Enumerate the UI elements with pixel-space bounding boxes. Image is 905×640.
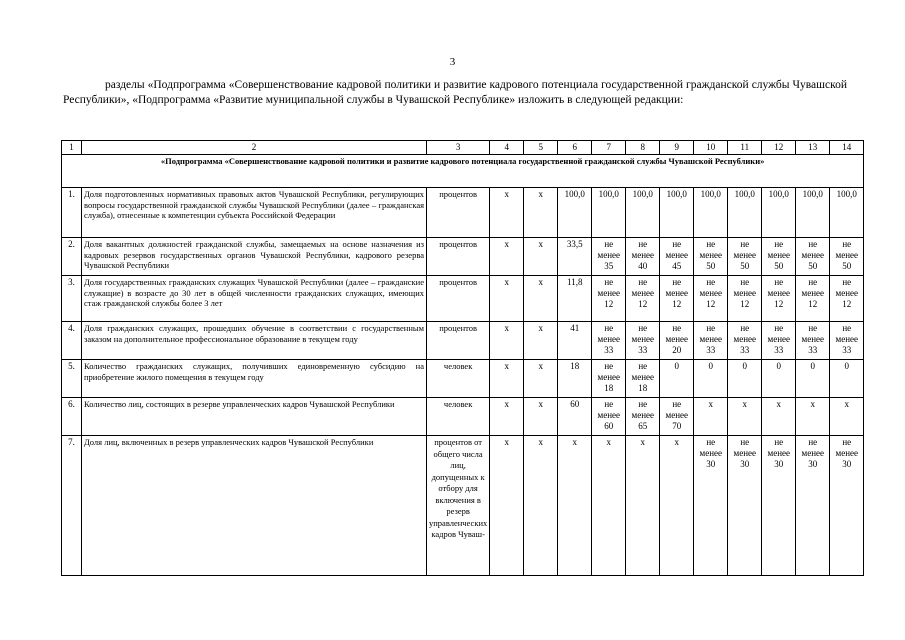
column-header-10: 10	[694, 141, 728, 155]
row-number: 4.	[62, 322, 82, 360]
unit-cell: процентов	[427, 276, 490, 322]
value-cell: х	[592, 436, 626, 576]
value-cell: 0	[796, 360, 830, 398]
unit-cell: процентов от общего числа лиц, допущенных к отбору для включения в резерв управленческих кадров Чуваш-	[427, 436, 490, 576]
value-cell: не менее 40	[626, 238, 660, 276]
column-header-4: 4	[490, 141, 524, 155]
column-header-14: 14	[830, 141, 864, 155]
column-header-11: 11	[728, 141, 762, 155]
value-cell: 33,5	[558, 238, 592, 276]
subprogram-title: «Подпрограмма «Совершенствование кадровой политики и развитие кадрового потенциала государственной гражданской службы Чувашской Республики»	[62, 155, 864, 188]
value-cell: х	[728, 398, 762, 436]
value-cell: не менее 18	[592, 360, 626, 398]
table-row	[62, 360, 864, 398]
column-header-8: 8	[626, 141, 660, 155]
value-cell: не менее 30	[728, 436, 762, 576]
value-cell: не менее 60	[592, 398, 626, 436]
value-cell: не менее 12	[830, 276, 864, 322]
value-cell: 100,0	[728, 188, 762, 238]
value-cell: не менее 50	[762, 238, 796, 276]
value-cell: не менее 33	[626, 322, 660, 360]
table-row	[62, 188, 864, 238]
row-number: 6.	[62, 398, 82, 436]
column-header-9: 9	[660, 141, 694, 155]
value-cell: х	[490, 276, 524, 322]
value-cell: х	[626, 436, 660, 576]
value-cell: х	[796, 398, 830, 436]
value-cell: х	[490, 188, 524, 238]
value-cell: х	[660, 436, 694, 576]
indicator-name: Количество лиц, состоящих в резерве управленческих кадров Чувашской Республики	[82, 398, 427, 436]
table-row	[62, 276, 864, 322]
value-cell: х	[524, 398, 558, 436]
value-cell: х	[524, 188, 558, 238]
value-cell: х	[490, 360, 524, 398]
unit-cell: процентов	[427, 322, 490, 360]
value-cell: х	[762, 398, 796, 436]
value-cell: 41	[558, 322, 592, 360]
column-header-12: 12	[762, 141, 796, 155]
value-cell: не менее 18	[626, 360, 660, 398]
indicator-name: Доля вакантных должностей гражданской службы, замещаемых на основе назначения из кадровых резервов государственных органов Чувашской Республики, кадрового резерва Чувашской Республики	[82, 238, 427, 276]
value-cell: не менее 33	[830, 322, 864, 360]
value-cell: 100,0	[796, 188, 830, 238]
value-cell: х	[490, 436, 524, 576]
value-cell: 100,0	[830, 188, 864, 238]
value-cell: не менее 30	[796, 436, 830, 576]
intro-paragraph: разделы «Подпрограмма «Совершенствование кадровой политики и развитие кадрового потенциала государственной гражданской службы Чувашской Республики», «Подпрограмма «Развитие муниципальной службы в Чувашской Республике» изложить в следующей редакции:	[63, 79, 847, 106]
value-cell: не менее 12	[762, 276, 796, 322]
value-cell: не менее 50	[728, 238, 762, 276]
column-header-3: 3	[427, 141, 490, 155]
value-cell: х	[524, 360, 558, 398]
value-cell: не менее 50	[694, 238, 728, 276]
indicators-table	[61, 140, 864, 576]
table-row	[62, 436, 864, 576]
value-cell: не менее 30	[694, 436, 728, 576]
value-cell: не менее 33	[592, 322, 626, 360]
value-cell: не менее 12	[694, 276, 728, 322]
unit-cell: человек	[427, 398, 490, 436]
value-cell: не менее 35	[592, 238, 626, 276]
value-cell: не менее 33	[796, 322, 830, 360]
value-cell: х	[694, 398, 728, 436]
value-cell: не менее 33	[762, 322, 796, 360]
row-number: 1.	[62, 188, 82, 238]
indicator-name: Доля подготовленных нормативных правовых актов Чувашской Республики, регулирующих вопросы государственной гражданской службы Чувашской Республики (далее – гражданская служба), отнесенные к компетенции субъекта Российской Федерации	[82, 188, 427, 238]
value-cell: 100,0	[762, 188, 796, 238]
value-cell: не менее 70	[660, 398, 694, 436]
value-cell: 18	[558, 360, 592, 398]
indicator-name: Доля лиц, включенных в резерв управленческих кадров Чувашской Республики	[82, 436, 427, 576]
column-header-1: 1	[62, 141, 82, 155]
row-number: 3.	[62, 276, 82, 322]
value-cell: 100,0	[558, 188, 592, 238]
unit-cell: процентов	[427, 188, 490, 238]
value-cell: х	[524, 436, 558, 576]
value-cell: не менее 50	[830, 238, 864, 276]
value-cell: 11,8	[558, 276, 592, 322]
value-cell: х	[830, 398, 864, 436]
table-row	[62, 322, 864, 360]
value-cell: не менее 12	[660, 276, 694, 322]
page-number: 3	[449, 56, 456, 68]
value-cell: х	[524, 238, 558, 276]
value-cell: не менее 33	[728, 322, 762, 360]
row-number: 7.	[62, 436, 82, 576]
indicator-name: Доля гражданских служащих, прошедших обучение в соответствии с государственным заказом на дополнительное профессиональное образование в текущем году	[82, 322, 427, 360]
column-header-5: 5	[524, 141, 558, 155]
value-cell: х	[490, 238, 524, 276]
table-row	[62, 398, 864, 436]
value-cell: не менее 33	[694, 322, 728, 360]
value-cell: х	[490, 398, 524, 436]
value-cell: не менее 45	[660, 238, 694, 276]
value-cell: 0	[762, 360, 796, 398]
value-cell: не менее 20	[660, 322, 694, 360]
value-cell: 100,0	[592, 188, 626, 238]
value-cell: не менее 12	[728, 276, 762, 322]
value-cell: не менее 30	[762, 436, 796, 576]
unit-cell: человек	[427, 360, 490, 398]
value-cell: 100,0	[626, 188, 660, 238]
value-cell: х	[490, 322, 524, 360]
value-cell: х	[558, 436, 592, 576]
value-cell: не менее 12	[626, 276, 660, 322]
column-header-7: 7	[592, 141, 626, 155]
subprogram-title-row	[62, 155, 864, 188]
row-number: 5.	[62, 360, 82, 398]
indicator-name: Доля государственных гражданских служащих Чувашской Республики (далее – гражданские служащие) в возрасте до 30 лет в общей численности гражданских служащих, имеющих стаж гражданской службы более 3 лет	[82, 276, 427, 322]
value-cell: 0	[728, 360, 762, 398]
value-cell: 60	[558, 398, 592, 436]
value-cell: 0	[830, 360, 864, 398]
value-cell: 0	[660, 360, 694, 398]
column-header-2: 2	[82, 141, 427, 155]
value-cell: не менее 12	[592, 276, 626, 322]
value-cell: х	[524, 322, 558, 360]
table-row	[62, 238, 864, 276]
value-cell: 100,0	[694, 188, 728, 238]
indicator-name: Количество гражданских служащих, получивших единовременную субсидию на приобретение жилого помещения в текущем году	[82, 360, 427, 398]
column-header-6: 6	[558, 141, 592, 155]
column-header-13: 13	[796, 141, 830, 155]
table-header-row	[62, 141, 864, 155]
value-cell: не менее 30	[830, 436, 864, 576]
row-number: 2.	[62, 238, 82, 276]
value-cell: не менее 65	[626, 398, 660, 436]
unit-cell: процентов	[427, 238, 490, 276]
value-cell: не менее 12	[796, 276, 830, 322]
value-cell: 100,0	[660, 188, 694, 238]
value-cell: х	[524, 276, 558, 322]
value-cell: 0	[694, 360, 728, 398]
value-cell: не менее 50	[796, 238, 830, 276]
